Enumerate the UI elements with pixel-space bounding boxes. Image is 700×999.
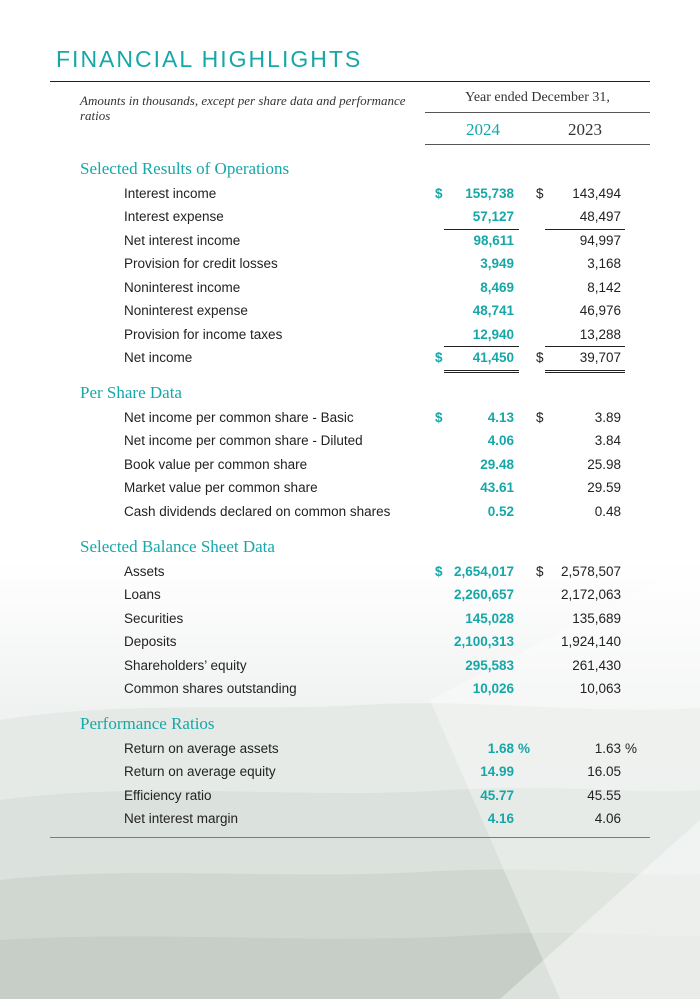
total-rule-2024 [444,370,519,371]
currency-2023: $ [536,564,544,579]
value-2023: 4.06 [594,811,621,826]
value-2024: 4.13 [487,410,514,425]
table-row [0,632,700,652]
year-rule [425,144,650,145]
table-row-total [0,348,700,368]
footer-rule [50,837,650,838]
value-2023: 1,924,140 [560,634,621,649]
value-2023: 3,168 [587,256,621,271]
total-rule-2023 [545,370,625,371]
section-title-balance-sheet: Selected Balance Sheet Data [80,537,275,556]
value-2023: 45.55 [587,788,621,803]
value-2024: 155,738 [465,186,514,201]
table-row [0,679,700,699]
row-label: Net income per common share - Basic [124,410,354,425]
row-label: Loans [124,587,161,602]
table-row [0,325,700,345]
row-label: Interest income [124,186,217,201]
table-row [0,455,700,475]
row-label: Net interest income [124,233,241,248]
subtotal-rule-2024 [444,229,519,230]
currency-2023: $ [536,410,544,425]
total-rule-2023-double [545,372,625,373]
row-label: Net income [124,350,193,365]
value-2023: 1.63 [594,741,621,756]
currency-2024: $ [435,186,443,201]
row-label: Deposits [124,634,177,649]
row-label: Assets [124,564,165,579]
table-row [0,408,700,428]
value-2024: 41,450 [472,350,514,365]
value-2023: 39,707 [579,350,621,365]
total-rule-2024-double [444,372,519,373]
table-row [0,231,700,251]
value-2024: 57,127 [472,209,514,224]
year-header: Year ended December 31, [465,90,610,105]
row-label: Return on average equity [124,764,276,779]
table-row [0,762,700,782]
subtotal-rule-2023 [545,346,625,347]
row-label: Efficiency ratio [124,788,212,803]
table-row [0,562,700,582]
row-label: Return on average assets [124,741,279,756]
year-2024: 2024 [466,120,500,139]
subtotal-rule-2024 [444,346,519,347]
table-row [0,502,700,522]
row-label: Provision for credit losses [124,256,278,271]
value-2023: 13,288 [579,327,621,342]
year-header-rule [425,112,650,113]
value-2024: 3,949 [480,256,514,271]
row-label: Noninterest expense [124,303,248,318]
value-2023: 3.84 [594,433,621,448]
table-row [0,184,700,204]
value-2023: 135,689 [572,611,621,626]
row-label: Book value per common share [124,457,308,472]
table-row [0,278,700,298]
value-2023: 25.98 [587,457,621,472]
row-label: Shareholders’ equity [124,658,247,673]
currency-2024: $ [435,350,443,365]
value-2023: 46,976 [579,303,621,318]
value-2023: 2,578,507 [560,564,621,579]
row-label: Net income per common share - Diluted [124,433,363,448]
value-2024: 2,654,017 [453,564,514,579]
section-title-operations: Selected Results of Operations [80,159,290,178]
value-2024: 14.99 [480,764,514,779]
table-row [0,609,700,629]
currency-2023: $ [536,350,544,365]
value-2023: 143,494 [572,186,621,201]
value-2024: 10,026 [472,681,514,696]
value-2024: 2,100,313 [453,634,514,649]
value-2024: 2,260,657 [453,587,514,602]
table-row [0,656,700,676]
value-2023: 2,172,063 [560,587,621,602]
row-label: Provision for income taxes [124,327,283,342]
units-note: Amounts in thousands, except per share data and performance ratios [80,93,406,123]
value-2024: 145,028 [465,611,514,626]
percent-sign-2023: % [625,741,638,756]
section-title-ratios: Performance Ratios [80,714,215,733]
value-2024: 98,611 [473,233,514,248]
year-2023: 2023 [568,120,602,139]
value-2024: 43.61 [480,480,514,495]
value-2024: 48,741 [472,303,514,318]
value-2023: 29.59 [587,480,621,495]
value-2024: 295,583 [465,658,514,673]
table-row [0,254,700,274]
value-2023: 16.05 [587,764,621,779]
value-2024: 4.06 [487,433,514,448]
section-title-per-share: Per Share Data [80,383,182,402]
value-2023: 10,063 [579,681,621,696]
value-2023: 8,142 [587,280,621,295]
value-2024: 8,469 [480,280,514,295]
table-row [0,585,700,605]
value-2024: 0.52 [487,504,514,519]
row-label: Noninterest income [124,280,241,295]
row-label: Common shares outstanding [124,681,297,696]
currency-2023: $ [536,186,544,201]
table-row [0,301,700,321]
row-label: Net interest margin [124,811,239,826]
header-rule [50,81,650,82]
value-2024: 45.77 [480,788,514,803]
page-title: FINANCIAL HIGHLIGHTS [56,46,363,72]
percent-sign-2024: % [518,741,531,756]
table-row [0,431,700,451]
table-row [0,478,700,498]
subtotal-rule-2023 [545,229,625,230]
value-2023: 0.48 [594,504,621,519]
table-row [0,739,700,759]
row-label: Market value per common share [124,480,318,495]
value-2024: 1.68 [487,741,514,756]
table-row [0,786,700,806]
currency-2024: $ [435,564,443,579]
value-2023: 261,430 [572,658,621,673]
row-label: Interest expense [124,209,224,224]
value-2023: 94,997 [579,233,621,248]
currency-2024: $ [435,410,443,425]
table-row [0,207,700,227]
value-2023: 48,497 [579,209,621,224]
value-2024: 4.16 [487,811,514,826]
value-2023: 3.89 [594,410,621,425]
table-row [0,809,700,829]
value-2024: 12,940 [472,327,514,342]
row-label: Cash dividends declared on common shares [124,504,391,519]
value-2024: 29.48 [480,457,514,472]
row-label: Securities [124,611,184,626]
